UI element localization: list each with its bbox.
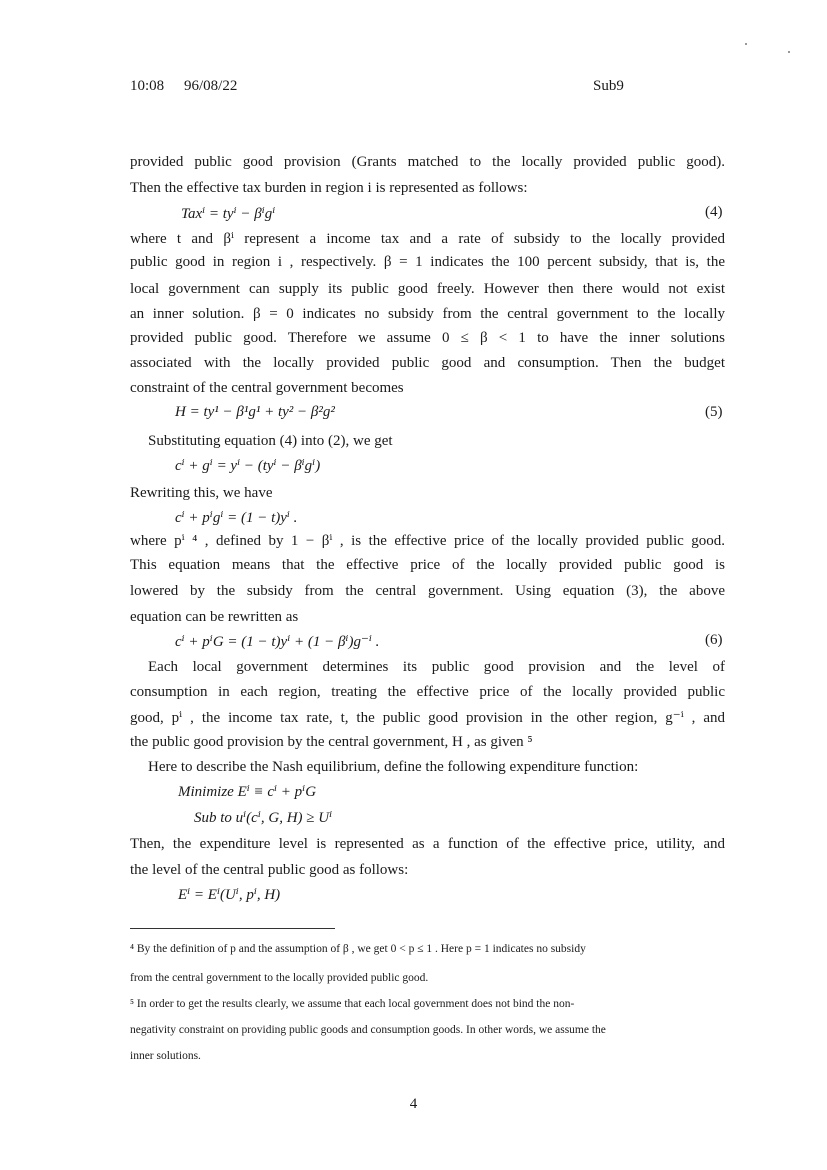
text-line: where pⁱ ⁴ , defined by 1 − βⁱ , is the effective price of the locally provided public good. bbox=[130, 533, 725, 549]
text-line: Each local government determines its public good provision and the level of bbox=[148, 659, 725, 675]
equation-number: (6) bbox=[705, 632, 723, 648]
text-line: Substituting equation (4) into (2), we get bbox=[148, 433, 393, 449]
text-line: consumption in each region, treating the effective price of the locally provided public bbox=[130, 684, 725, 700]
footnote-divider bbox=[130, 928, 335, 929]
text-line: Rewriting this, we have bbox=[130, 485, 273, 501]
header-filename: Sub9 bbox=[593, 78, 624, 94]
scan-speck bbox=[788, 51, 790, 53]
equation-expenditure: Eⁱ = Eⁱ(Uⁱ, pⁱ, H) bbox=[178, 887, 281, 903]
footnote-4-cont: from the central government to the locally provided public good. bbox=[130, 972, 429, 984]
text-line: provided public good. Therefore we assume 0 ≤ β < 1 to have the inner solutions bbox=[130, 330, 725, 346]
text-line: This equation means that the effective price of the locally provided public good is bbox=[130, 557, 725, 573]
text-line: good, pⁱ , the income tax rate, t, the public good provision in the other region, g⁻ⁱ , and bbox=[130, 710, 725, 726]
text-line: public good in region i , respectively. β = 1 indicates the 100 percent subsidy, that is, the bbox=[130, 254, 725, 270]
text-line: local government can supply its public good freely. However then there would not exist bbox=[130, 281, 725, 297]
text-line: Then the effective tax burden in region i is represented as follows: bbox=[130, 180, 528, 196]
text-line: the level of the central public good as follows: bbox=[130, 862, 409, 878]
equation-substituted: cⁱ + gⁱ = yⁱ − (tyⁱ − βⁱgⁱ) bbox=[175, 458, 321, 474]
text-line: Then, the expenditure level is represented as a function of the effective price, utility, and bbox=[130, 836, 725, 852]
text-line: associated with the locally provided public good and consumption. Then the budget bbox=[130, 355, 725, 371]
header-date: 96/08/22 bbox=[184, 78, 238, 94]
scan-speck bbox=[745, 43, 747, 45]
header-time: 10:08 bbox=[130, 78, 165, 94]
equation-6: cⁱ + pⁱG = (1 − t)yⁱ + (1 − βⁱ)g⁻ⁱ . bbox=[175, 634, 380, 650]
footnote-5-cont: negativity constraint on providing public goods and consumption goods. In other words, we assume the bbox=[130, 1024, 606, 1036]
equation-minimize: Minimize Eⁱ ≡ cⁱ + pⁱG bbox=[178, 784, 317, 800]
equation-number: (4) bbox=[705, 204, 723, 220]
equation-number: (5) bbox=[705, 404, 723, 420]
footnote-4: ⁴ By the definition of p and the assumption of β , we get 0 < p ≤ 1 . Here p = 1 indicates no subsidy bbox=[130, 943, 586, 955]
text-line: an inner solution. β = 0 indicates no subsidy from the central government to the locally bbox=[130, 306, 725, 322]
footnote-5: ⁵ In order to get the results clearly, we assume that each local government does not bind the non- bbox=[130, 998, 575, 1010]
text-line: where t and βⁱ represent a income tax and a rate of subsidy to the locally provided bbox=[130, 231, 725, 247]
page-number: 4 bbox=[409, 1096, 418, 1112]
equation-4: Taxⁱ = tyⁱ − βⁱgⁱ bbox=[181, 206, 276, 222]
text-line: Here to describe the Nash equilibrium, define the following expenditure function: bbox=[148, 759, 639, 775]
text-line: provided public good provision (Grants matched to the locally provided public good). bbox=[130, 154, 725, 170]
text-line: equation can be rewritten as bbox=[130, 609, 299, 625]
equation-5: H = ty¹ − β¹g¹ + ty² − β²g² bbox=[175, 404, 335, 420]
text-line: lowered by the subsidy from the central government. Using equation (3), the above bbox=[130, 583, 725, 599]
text-line: constraint of the central government becomes bbox=[130, 380, 404, 396]
equation-constraint: Sub to uⁱ(cⁱ, G, H) ≥ Uⁱ bbox=[194, 810, 333, 826]
equation-rewritten: cⁱ + pⁱgⁱ = (1 − t)yⁱ . bbox=[175, 510, 298, 526]
text-line: the public good provision by the central government, H , as given ⁵ bbox=[130, 734, 533, 750]
footnote-5-cont: inner solutions. bbox=[130, 1050, 201, 1062]
